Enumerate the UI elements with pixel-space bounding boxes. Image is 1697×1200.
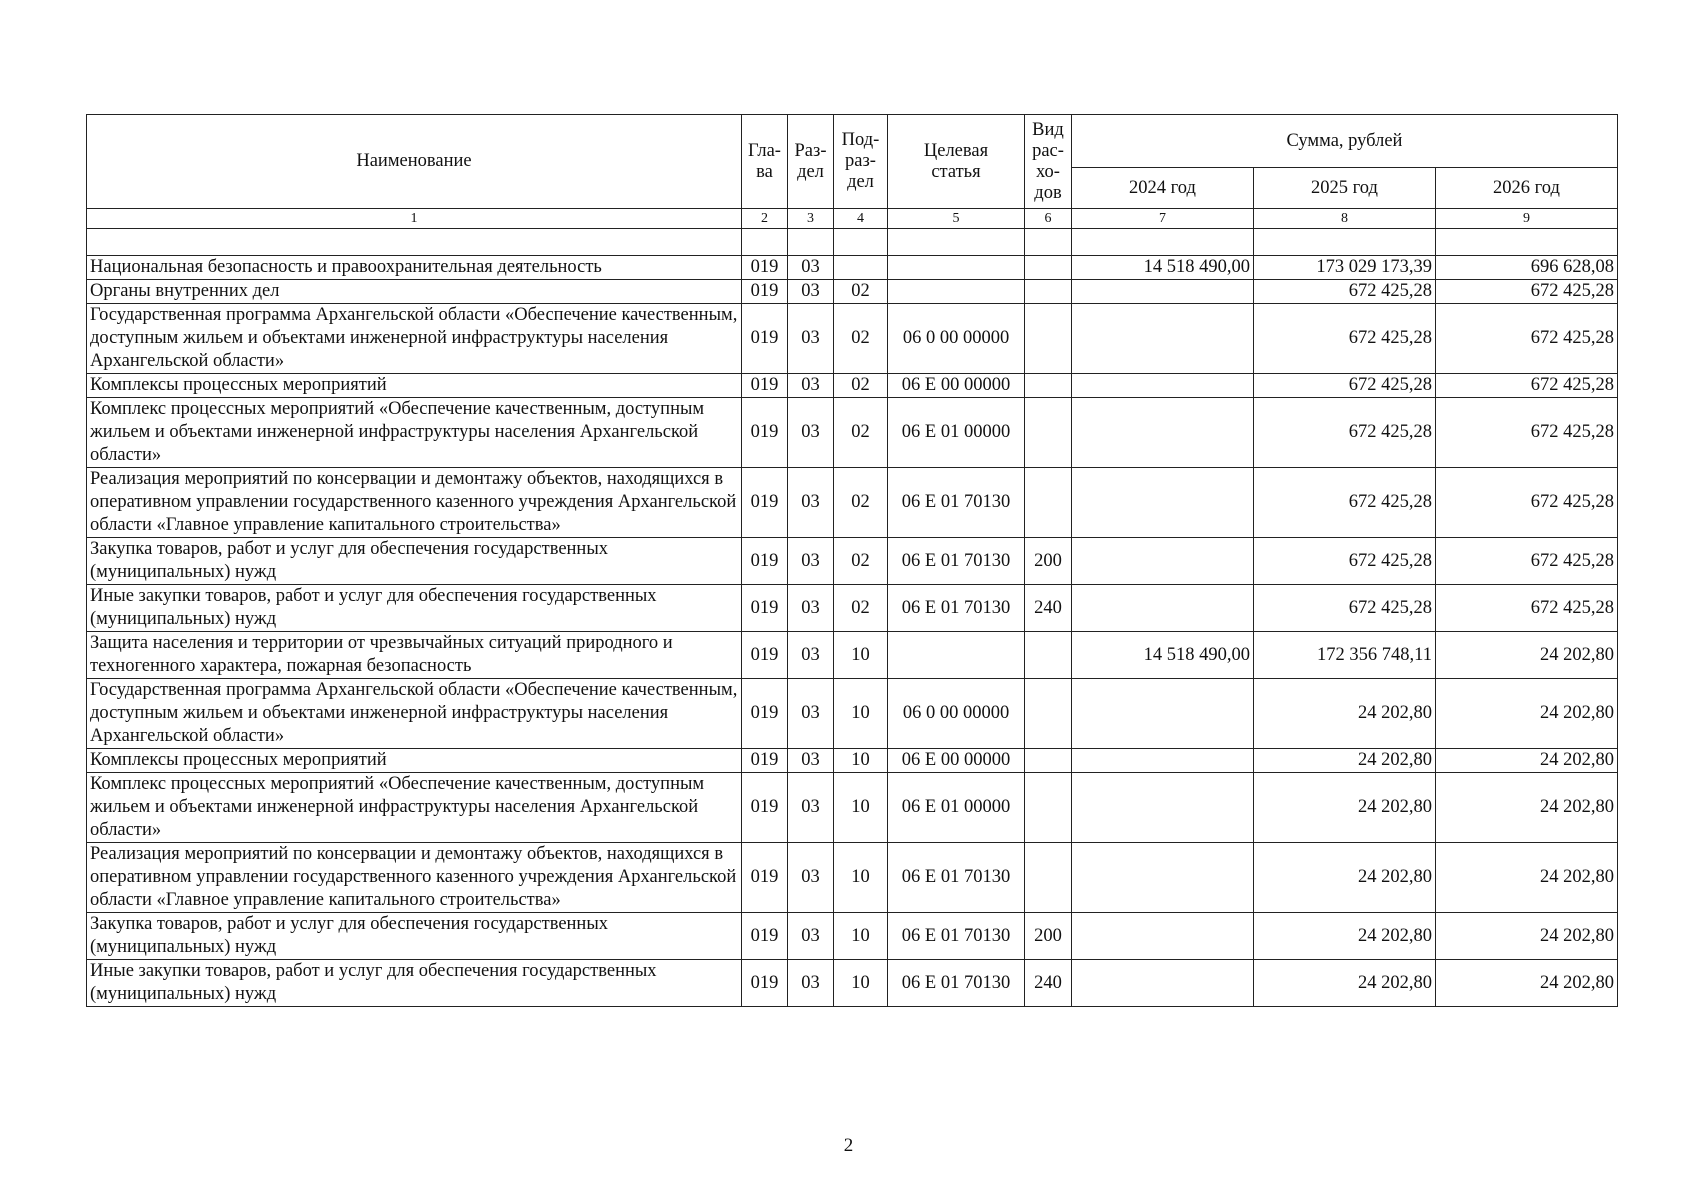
row-razdel: 03 xyxy=(788,468,834,538)
table-row xyxy=(87,374,1618,398)
row-sum-2024: 14 518 490,00 xyxy=(1072,632,1254,679)
row-razdel: 03 xyxy=(788,398,834,468)
table-row xyxy=(87,679,1618,749)
row-vid-raskhodov xyxy=(1025,468,1072,538)
row-razdel: 03 xyxy=(788,773,834,843)
row-name: Иные закупки товаров, работ и услуг для обеспечения государственных (муниципальных) нужд xyxy=(87,960,742,1007)
row-name: Защита населения и территории от чрезвычайных ситуаций природного и техногенного характера, пожарная безопасность xyxy=(87,632,742,679)
header-podrazdel: Под- раз- дел xyxy=(834,115,888,209)
table-row xyxy=(87,280,1618,304)
row-tselevaya-statya: 06 Е 00 00000 xyxy=(888,749,1025,773)
row-tselevaya-statya: 06 Е 01 70130 xyxy=(888,538,1025,585)
row-sum-2026: 672 425,28 xyxy=(1436,585,1618,632)
row-vid-raskhodov xyxy=(1025,256,1072,280)
row-sum-2026: 672 425,28 xyxy=(1436,374,1618,398)
row-sum-2026: 672 425,28 xyxy=(1436,538,1618,585)
table-row xyxy=(87,538,1618,585)
row-glava: 019 xyxy=(742,679,788,749)
row-podrazdel: 10 xyxy=(834,749,888,773)
page-number: 2 xyxy=(843,1135,854,1156)
row-tselevaya-statya xyxy=(888,256,1025,280)
row-glava: 019 xyxy=(742,913,788,960)
table-body xyxy=(87,229,1618,1007)
row-name: Государственная программа Архангельской области «Обеспечение качественным, доступным жильем и объектами инженерной инфраструктуры населения Архангельской области» xyxy=(87,304,742,374)
row-podrazdel: 10 xyxy=(834,843,888,913)
table-cell xyxy=(87,229,742,256)
row-sum-2026: 24 202,80 xyxy=(1436,773,1618,843)
row-sum-2026: 672 425,28 xyxy=(1436,468,1618,538)
row-razdel: 03 xyxy=(788,749,834,773)
row-sum-2026: 24 202,80 xyxy=(1436,960,1618,1007)
row-sum-2024 xyxy=(1072,468,1254,538)
row-glava: 019 xyxy=(742,468,788,538)
table-row xyxy=(87,632,1618,679)
row-podrazdel: 10 xyxy=(834,632,888,679)
row-razdel: 03 xyxy=(788,960,834,1007)
row-name: Закупка товаров, работ и услуг для обеспечения государственных (муниципальных) нужд xyxy=(87,913,742,960)
row-sum-2026: 672 425,28 xyxy=(1436,398,1618,468)
row-sum-2025: 24 202,80 xyxy=(1254,773,1436,843)
table-cell xyxy=(1025,229,1072,256)
row-vid-raskhodov xyxy=(1025,773,1072,843)
row-sum-2025: 173 029 173,39 xyxy=(1254,256,1436,280)
row-vid-raskhodov xyxy=(1025,374,1072,398)
row-name: Комплексы процессных мероприятий xyxy=(87,374,742,398)
table-cell xyxy=(742,229,788,256)
row-razdel: 03 xyxy=(788,585,834,632)
row-sum-2024: 14 518 490,00 xyxy=(1072,256,1254,280)
row-podrazdel: 02 xyxy=(834,374,888,398)
row-razdel: 03 xyxy=(788,538,834,585)
row-vid-raskhodov: 240 xyxy=(1025,960,1072,1007)
row-glava: 019 xyxy=(742,960,788,1007)
row-name: Национальная безопасность и правоохранительная деятельность xyxy=(87,256,742,280)
table-cell xyxy=(834,229,888,256)
row-razdel: 03 xyxy=(788,843,834,913)
row-vid-raskhodov: 200 xyxy=(1025,538,1072,585)
row-glava: 019 xyxy=(742,374,788,398)
row-name: Закупка товаров, работ и услуг для обеспечения государственных (муниципальных) нужд xyxy=(87,538,742,585)
header-tselevaya-statya: Целевая статья xyxy=(888,115,1025,209)
row-glava: 019 xyxy=(742,585,788,632)
row-vid-raskhodov xyxy=(1025,280,1072,304)
table-row xyxy=(87,468,1618,538)
row-tselevaya-statya: 06 Е 01 00000 xyxy=(888,398,1025,468)
table-header xyxy=(87,115,1618,229)
row-vid-raskhodov xyxy=(1025,398,1072,468)
row-sum-2024 xyxy=(1072,773,1254,843)
budget-sheet xyxy=(86,114,1618,1007)
row-sum-2026: 672 425,28 xyxy=(1436,280,1618,304)
row-sum-2025: 672 425,28 xyxy=(1254,374,1436,398)
column-number: 8 xyxy=(1254,209,1436,229)
column-number: 6 xyxy=(1025,209,1072,229)
table-row xyxy=(87,256,1618,280)
table-row xyxy=(87,585,1618,632)
row-podrazdel xyxy=(834,256,888,280)
row-name: Реализация мероприятий по консервации и демонтажу объектов, находящихся в оперативном управлении государственного казенного учреждения Архангельской области «Главное управление капитального строительства» xyxy=(87,468,742,538)
row-sum-2026: 24 202,80 xyxy=(1436,843,1618,913)
row-tselevaya-statya: 06 Е 01 70130 xyxy=(888,913,1025,960)
row-razdel: 03 xyxy=(788,374,834,398)
row-vid-raskhodov xyxy=(1025,632,1072,679)
row-sum-2025: 24 202,80 xyxy=(1254,749,1436,773)
row-vid-raskhodov: 200 xyxy=(1025,913,1072,960)
row-tselevaya-statya: 06 Е 01 70130 xyxy=(888,468,1025,538)
row-glava: 019 xyxy=(742,538,788,585)
row-sum-2026: 696 628,08 xyxy=(1436,256,1618,280)
row-tselevaya-statya: 06 Е 00 00000 xyxy=(888,374,1025,398)
header-year-2026: 2026 год xyxy=(1436,168,1618,209)
row-razdel: 03 xyxy=(788,280,834,304)
header-year-2024: 2024 год xyxy=(1072,168,1254,209)
row-glava: 019 xyxy=(742,632,788,679)
row-tselevaya-statya xyxy=(888,280,1025,304)
table-row xyxy=(87,960,1618,1007)
row-sum-2025: 24 202,80 xyxy=(1254,679,1436,749)
row-sum-2024 xyxy=(1072,913,1254,960)
row-sum-2024 xyxy=(1072,304,1254,374)
column-number: 9 xyxy=(1436,209,1618,229)
column-number: 5 xyxy=(888,209,1025,229)
row-podrazdel: 10 xyxy=(834,913,888,960)
row-sum-2025: 672 425,28 xyxy=(1254,538,1436,585)
row-sum-2025: 672 425,28 xyxy=(1254,280,1436,304)
row-sum-2025: 24 202,80 xyxy=(1254,913,1436,960)
row-glava: 019 xyxy=(742,398,788,468)
row-sum-2025: 672 425,28 xyxy=(1254,585,1436,632)
row-sum-2024 xyxy=(1072,843,1254,913)
row-podrazdel: 10 xyxy=(834,773,888,843)
row-vid-raskhodov xyxy=(1025,843,1072,913)
header-year-2025: 2025 год xyxy=(1254,168,1436,209)
row-tselevaya-statya: 06 Е 01 70130 xyxy=(888,960,1025,1007)
row-sum-2025: 672 425,28 xyxy=(1254,398,1436,468)
row-sum-2026: 24 202,80 xyxy=(1436,749,1618,773)
row-razdel: 03 xyxy=(788,256,834,280)
column-number: 1 xyxy=(87,209,742,229)
row-podrazdel: 10 xyxy=(834,679,888,749)
row-sum-2024 xyxy=(1072,749,1254,773)
column-number: 7 xyxy=(1072,209,1254,229)
row-podrazdel: 02 xyxy=(834,468,888,538)
row-glava: 019 xyxy=(742,280,788,304)
row-sum-2025: 172 356 748,11 xyxy=(1254,632,1436,679)
table-cell xyxy=(1072,229,1254,256)
row-name: Комплексы процессных мероприятий xyxy=(87,749,742,773)
row-tselevaya-statya: 06 0 00 00000 xyxy=(888,304,1025,374)
table-row xyxy=(87,398,1618,468)
row-tselevaya-statya: 06 0 00 00000 xyxy=(888,679,1025,749)
row-sum-2024 xyxy=(1072,679,1254,749)
row-podrazdel: 02 xyxy=(834,538,888,585)
column-number: 2 xyxy=(742,209,788,229)
table-row xyxy=(87,773,1618,843)
row-sum-2025: 672 425,28 xyxy=(1254,304,1436,374)
row-glava: 019 xyxy=(742,304,788,374)
row-vid-raskhodov: 240 xyxy=(1025,585,1072,632)
table-row xyxy=(87,304,1618,374)
row-name: Комплекс процессных мероприятий «Обеспечение качественным, доступным жильем и объектами инженерной инфраструктуры населения Архангельской области» xyxy=(87,773,742,843)
row-sum-2025: 24 202,80 xyxy=(1254,843,1436,913)
budget-table xyxy=(86,114,1618,1007)
row-sum-2026: 24 202,80 xyxy=(1436,913,1618,960)
row-podrazdel: 02 xyxy=(834,585,888,632)
header-summa: Сумма, рублей xyxy=(1072,115,1618,168)
column-number: 3 xyxy=(788,209,834,229)
row-sum-2026: 24 202,80 xyxy=(1436,679,1618,749)
row-glava: 019 xyxy=(742,773,788,843)
header-glava: Гла- ва xyxy=(742,115,788,209)
row-name: Комплекс процессных мероприятий «Обеспечение качественным, доступным жильем и объектами инженерной инфраструктуры населения Архангельской области» xyxy=(87,398,742,468)
header-vid-raskhodov: Вид рас- хо- дов xyxy=(1025,115,1072,209)
table-row xyxy=(87,749,1618,773)
table-cell xyxy=(888,229,1025,256)
row-vid-raskhodov xyxy=(1025,679,1072,749)
row-podrazdel: 10 xyxy=(834,960,888,1007)
table-cell xyxy=(1436,229,1618,256)
column-number-row xyxy=(87,209,1618,229)
blank-row xyxy=(87,229,1618,256)
row-sum-2024 xyxy=(1072,585,1254,632)
table-cell xyxy=(1254,229,1436,256)
row-sum-2024 xyxy=(1072,960,1254,1007)
table-row xyxy=(87,913,1618,960)
column-number: 4 xyxy=(834,209,888,229)
header-name: Наименование xyxy=(87,115,742,209)
row-sum-2024 xyxy=(1072,538,1254,585)
row-podrazdel: 02 xyxy=(834,280,888,304)
row-tselevaya-statya: 06 Е 01 00000 xyxy=(888,773,1025,843)
row-name: Государственная программа Архангельской области «Обеспечение качественным, доступным жильем и объектами инженерной инфраструктуры населения Архангельской области» xyxy=(87,679,742,749)
row-vid-raskhodov xyxy=(1025,304,1072,374)
row-name: Иные закупки товаров, работ и услуг для обеспечения государственных (муниципальных) нужд xyxy=(87,585,742,632)
row-sum-2026: 24 202,80 xyxy=(1436,632,1618,679)
row-name: Реализация мероприятий по консервации и демонтажу объектов, находящихся в оперативном управлении государственного казенного учреждения Архангельской области «Главное управление капитального строительства» xyxy=(87,843,742,913)
row-sum-2024 xyxy=(1072,374,1254,398)
row-sum-2025: 672 425,28 xyxy=(1254,468,1436,538)
table-row xyxy=(87,843,1618,913)
header-razdel: Раз- дел xyxy=(788,115,834,209)
row-razdel: 03 xyxy=(788,632,834,679)
row-glava: 019 xyxy=(742,256,788,280)
row-sum-2025: 24 202,80 xyxy=(1254,960,1436,1007)
row-tselevaya-statya: 06 Е 01 70130 xyxy=(888,585,1025,632)
row-podrazdel: 02 xyxy=(834,398,888,468)
row-glava: 019 xyxy=(742,843,788,913)
row-razdel: 03 xyxy=(788,913,834,960)
row-razdel: 03 xyxy=(788,679,834,749)
row-podrazdel: 02 xyxy=(834,304,888,374)
row-razdel: 03 xyxy=(788,304,834,374)
row-name: Органы внутренних дел xyxy=(87,280,742,304)
row-tselevaya-statya xyxy=(888,632,1025,679)
row-sum-2026: 672 425,28 xyxy=(1436,304,1618,374)
row-glava: 019 xyxy=(742,749,788,773)
table-cell xyxy=(788,229,834,256)
row-tselevaya-statya: 06 Е 01 70130 xyxy=(888,843,1025,913)
row-sum-2024 xyxy=(1072,280,1254,304)
row-vid-raskhodov xyxy=(1025,749,1072,773)
row-sum-2024 xyxy=(1072,398,1254,468)
